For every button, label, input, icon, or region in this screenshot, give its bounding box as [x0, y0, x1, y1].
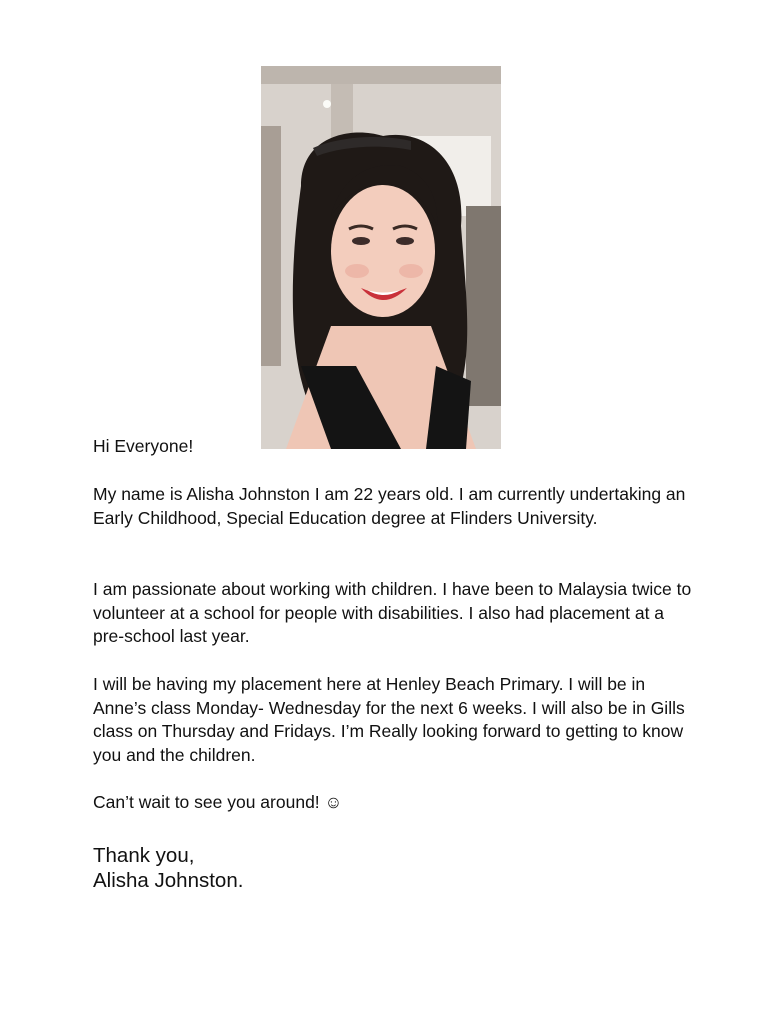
signoff-name: Alisha Johnston. [93, 869, 244, 892]
paragraph-experience [93, 578, 693, 649]
paragraph-placement [93, 673, 693, 767]
closing-line-text: Can’t wait to see you around! ☺ [93, 792, 343, 812]
greeting-text: Hi Everyone! [93, 436, 194, 456]
portrait-illustration [261, 66, 501, 449]
paragraph-experience-text: I am passionate about working with children. I have been to Malaysia twice to volunteer at a school for people with disabilities. I also had placement at a pre-school last year. [93, 579, 692, 646]
paragraph-intro [93, 483, 693, 530]
paragraph-intro-text: My name is Alisha Johnston I am 22 years old. I am currently undertaking an Early Childhood, Special Education degree at Flinders University. [93, 484, 686, 528]
signoff [93, 843, 693, 893]
paragraph-placement-text: I will be having my placement here at Henley Beach Primary. I will be in Anne’s class Monday- Wednesday for the next 6 weeks. I will also be in Gills class on Thursday and Fridays. I’m Really looking forward to getting to know you and the children. [93, 674, 685, 765]
greeting-line [93, 435, 693, 459]
closing-line [93, 791, 693, 815]
portrait-photo [261, 66, 501, 449]
signoff-thanks: Thank you, [93, 844, 195, 867]
